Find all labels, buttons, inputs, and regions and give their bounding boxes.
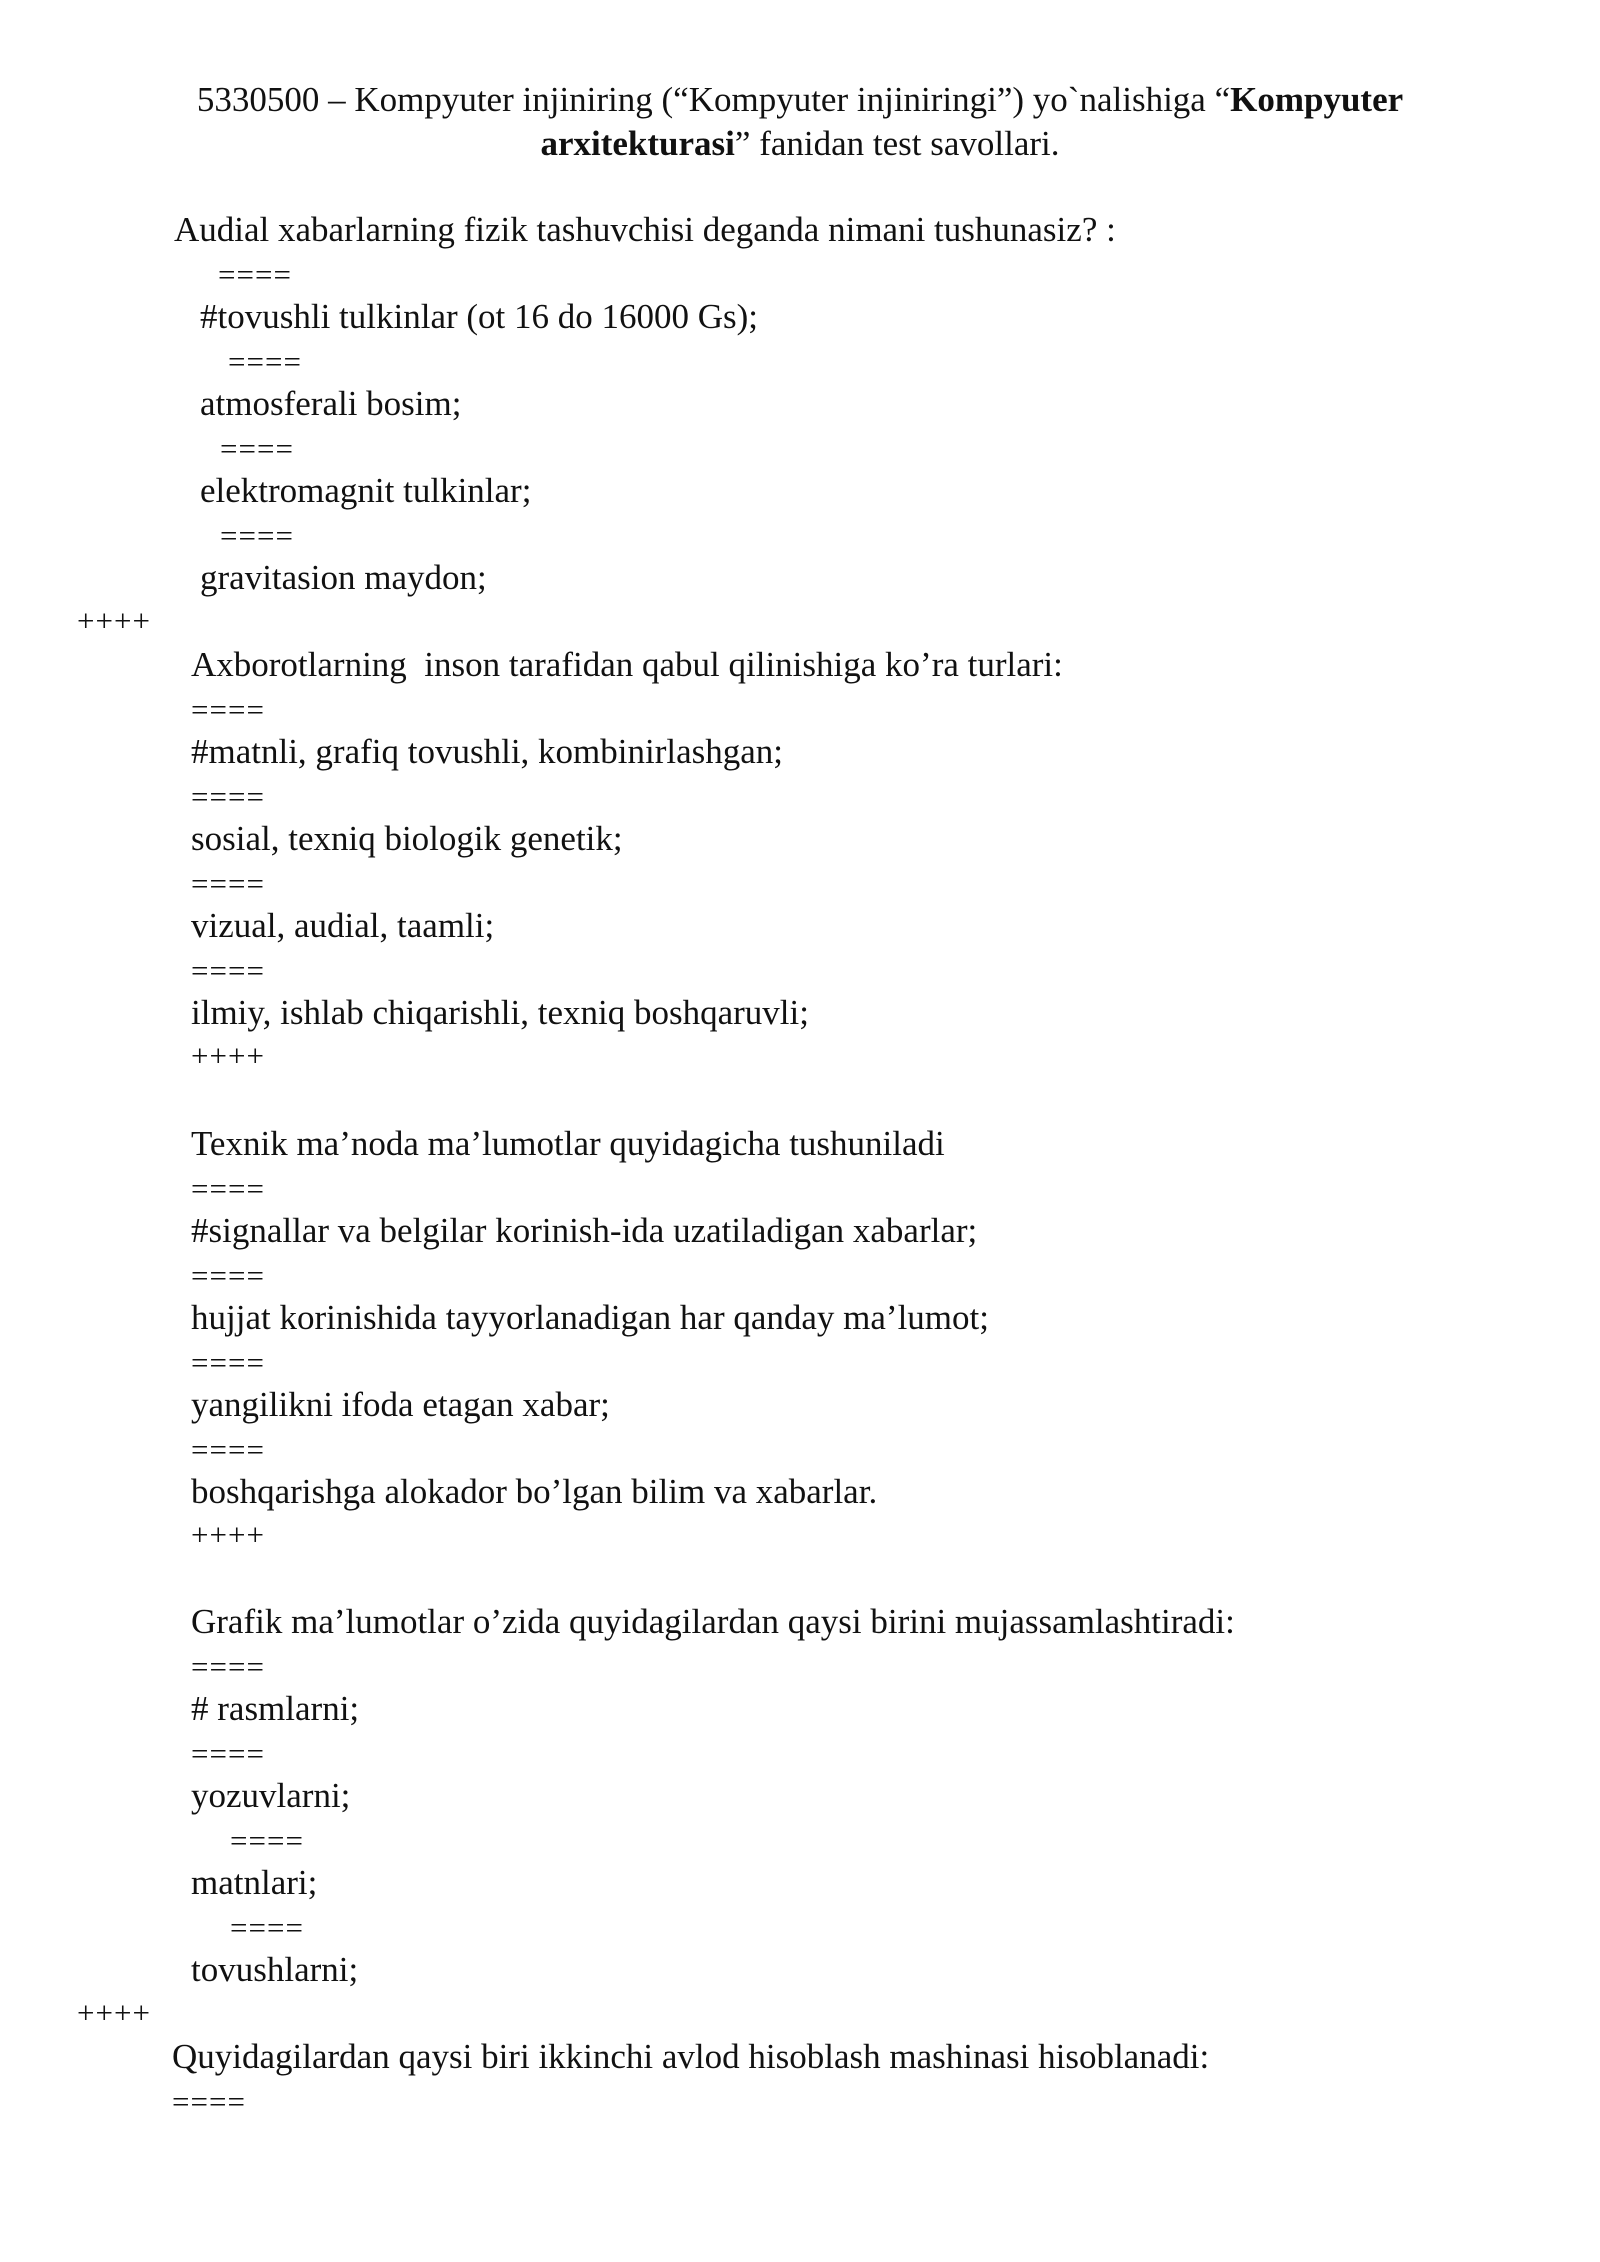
- answer-option-correct: #signallar va belgilar korinish-ida uzatiladigan xabarlar;: [191, 1211, 978, 1250]
- title-bold-1: Kompyuter: [1230, 80, 1404, 119]
- separator: ====: [220, 431, 294, 466]
- answer-option: vizual, audial, taamli;: [191, 906, 495, 945]
- separator: ====: [218, 257, 292, 292]
- separator: ====: [191, 1345, 265, 1380]
- answer-option: yangilikni ifoda etagan xabar;: [191, 1385, 610, 1424]
- question-end-marker: ++++: [191, 1038, 265, 1073]
- answer-option: hujjat korinishida tayyorlanadigan har qanday ma’lumot;: [191, 1298, 989, 1337]
- question-text: Grafik ma’lumotlar o’zida quyidagilardan qaysi birini mujassamlashtiradi:: [191, 1602, 1235, 1641]
- separator: ====: [191, 953, 265, 988]
- answer-option: elektromagnit tulkinlar;: [200, 471, 532, 510]
- answer-option: tovushlarni;: [191, 1950, 359, 1989]
- separator: ====: [172, 2084, 246, 2119]
- question-text: Quyidagilardan qaysi biri ikkinchi avlod hisoblash mashinasi hisoblanadi:: [172, 2037, 1210, 2076]
- separator: ====: [191, 1649, 265, 1684]
- title-prefix: 5330500 – Kompyuter injiniring (“Kompyuter injiniringi”) yo`nalishiga “: [196, 80, 1231, 119]
- separator: ====: [191, 1736, 265, 1771]
- answer-option: sosial, texniq biologik genetik;: [191, 819, 623, 858]
- answer-option: boshqarishga alokador bo’lgan bilim va xabarlar.: [191, 1472, 878, 1511]
- separator: ====: [191, 1432, 265, 1467]
- separator: ====: [191, 866, 265, 901]
- answer-option-correct: # rasmlarni;: [191, 1689, 360, 1728]
- question-text: Axborotlarning inson tarafidan qabul qilinishiga ko’ra turlari:: [191, 645, 1063, 684]
- document-title-line-1: [0, 78, 1600, 122]
- question-text: Audial xabarlarning fizik tashuvchisi deganda nimani tushunasiz? :: [174, 210, 1116, 249]
- answer-option: yozuvlarni;: [191, 1776, 351, 1815]
- question-end-marker: ++++: [77, 603, 151, 638]
- separator: ====: [228, 344, 302, 379]
- separator: ====: [191, 779, 265, 814]
- separator: ====: [191, 1258, 265, 1293]
- answer-option-correct: #tovushli tulkinlar (ot 16 do 16000 Gs);: [200, 297, 759, 336]
- title-suffix: ” fanidan test savollari.: [734, 124, 1060, 163]
- title-bold-2: arxitekturasi: [540, 124, 735, 163]
- separator: ====: [191, 692, 265, 727]
- answer-option-correct: #matnli, grafiq tovushli, kombinirlashgan;: [191, 732, 784, 771]
- separator: ====: [220, 518, 294, 553]
- question-end-marker: ++++: [77, 1995, 151, 2030]
- answer-option: gravitasion maydon;: [200, 558, 487, 597]
- separator: ====: [230, 1910, 304, 1945]
- answer-option: matnlari;: [191, 1863, 318, 1902]
- document-title-line-2: [0, 122, 1600, 166]
- question-text: Texnik ma’noda ma’lumotlar quyidagicha tushuniladi: [191, 1124, 945, 1163]
- answer-option: ilmiy, ishlab chiqarishli, texniq boshqaruvli;: [191, 993, 809, 1032]
- separator: ====: [230, 1823, 304, 1858]
- answer-option: atmosferali bosim;: [200, 384, 462, 423]
- question-end-marker: ++++: [191, 1517, 265, 1552]
- separator: ====: [191, 1171, 265, 1206]
